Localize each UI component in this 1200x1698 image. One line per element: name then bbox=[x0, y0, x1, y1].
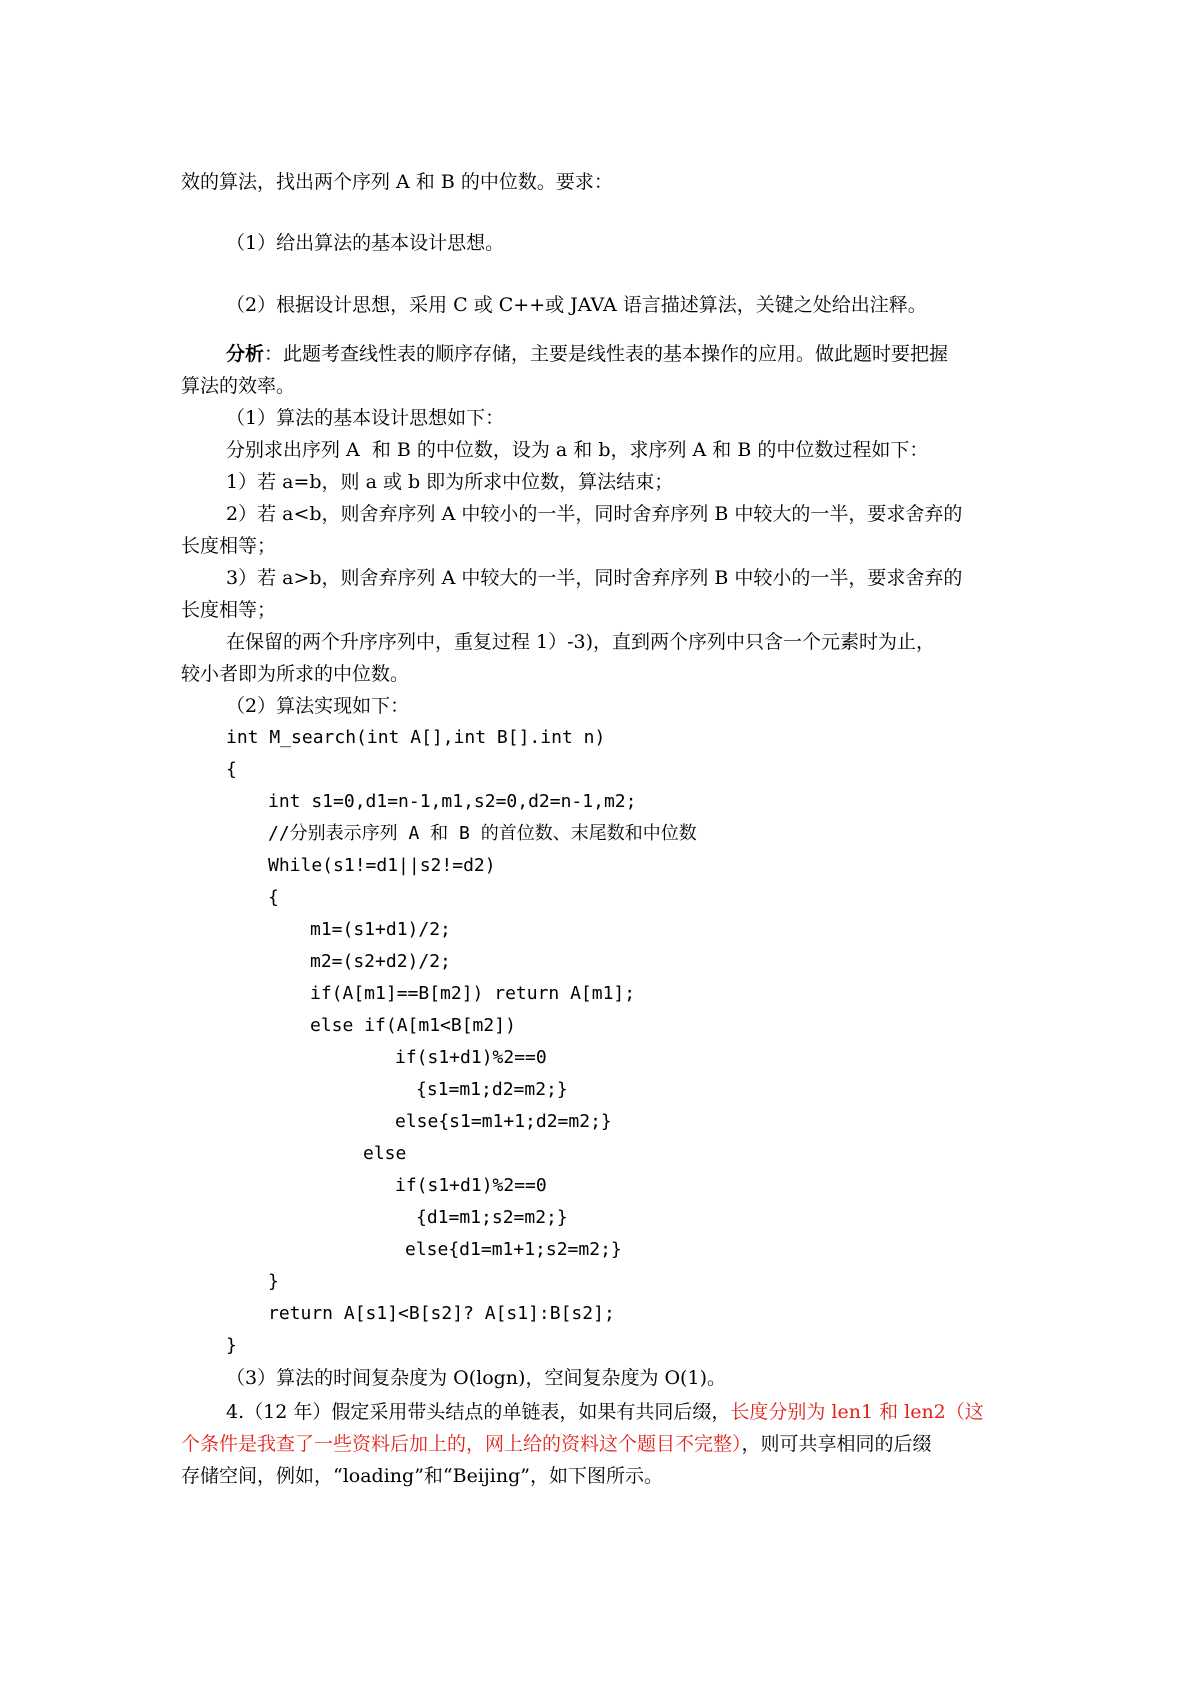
paragraph: 长度相等； bbox=[181, 599, 277, 621]
question-4-line-2 bbox=[181, 1431, 932, 1457]
paragraph: 2）若 a<b，则舍弃序列 A 中较小的一半，同时舍弃序列 B 中较大的一半，要求舍弃的 bbox=[226, 503, 963, 525]
paragraph: 长度相等； bbox=[181, 535, 277, 557]
question-4-line-1 bbox=[226, 1399, 984, 1425]
code-line: {s1=m1;d2=m2;} bbox=[416, 1079, 568, 1100]
code-line: {d1=m1;s2=m2;} bbox=[416, 1207, 568, 1228]
question-4-prefix: 4.（12 年）假定采用带头结点的单链表，如果有共同后缀， bbox=[226, 1401, 731, 1423]
code-line: if(s1+d1)%2==0 bbox=[395, 1047, 547, 1068]
complexity-line: （3）算法的时间复杂度为 O(logn)，空间复杂度为 O(1)。 bbox=[226, 1367, 726, 1389]
requirement-1: （1）给出算法的基本设计思想。 bbox=[226, 232, 505, 254]
code-line: While(s1!=d1||s2!=d2) bbox=[268, 855, 496, 876]
analysis-label: 分析 bbox=[226, 343, 265, 365]
code-line: } bbox=[226, 1335, 237, 1356]
code-line: m1=(s1+d1)/2; bbox=[310, 919, 451, 940]
code-line: if(s1+d1)%2==0 bbox=[395, 1175, 547, 1196]
code-line: if(A[m1]==B[m2]) return A[m1]; bbox=[310, 983, 636, 1004]
code-line: return A[s1]<B[s2]? A[s1]:B[s2]; bbox=[268, 1303, 615, 1324]
code-line: { bbox=[268, 887, 279, 908]
paragraph: 3）若 a>b，则舍弃序列 A 中较大的一半，同时舍弃序列 B 中较小的一半，要求舍弃的 bbox=[226, 567, 963, 589]
paragraph: 分别求出序列 A 和 B 的中位数，设为 a 和 b，求序列 A 和 B 的中位数过程如下： bbox=[226, 439, 929, 461]
step1-title: （1）算法的基本设计思想如下： bbox=[226, 407, 505, 429]
code-line: int M_search(int A[],int B[].int n) bbox=[226, 727, 606, 748]
intro-line: 效的算法，找出两个序列 A 和 B 的中位数。要求： bbox=[181, 171, 613, 193]
highlight-text: 长度分别为 len1 和 len2（这 bbox=[730, 1401, 984, 1423]
code-line: else bbox=[363, 1143, 407, 1164]
analysis-line-2: 算法的效率。 bbox=[181, 375, 296, 397]
code-line: else{d1=m1+1;s2=m2;} bbox=[405, 1239, 622, 1260]
code-line: else if(A[m1<B[m2]) bbox=[310, 1015, 516, 1036]
code-line: else{s1=m1+1;d2=m2;} bbox=[395, 1111, 612, 1132]
step2-title: （2）算法实现如下： bbox=[226, 695, 410, 717]
code-line: } bbox=[268, 1271, 279, 1292]
paragraph: 1）若 a=b，则 a 或 b 即为所求中位数，算法结束； bbox=[226, 471, 674, 493]
code-line: int s1=0,d1=n-1,m1,s2=0,d2=n-1,m2; bbox=[268, 791, 637, 812]
paragraph: 较小者即为所求的中位数。 bbox=[181, 663, 410, 685]
analysis-line-1 bbox=[226, 341, 948, 367]
code-line: { bbox=[226, 759, 237, 780]
code-line: m2=(s2+d2)/2; bbox=[310, 951, 451, 972]
paragraph: 在保留的两个升序序列中，重复过程 1）-3)，直到两个序列中只含一个元素时为止， bbox=[226, 631, 936, 653]
highlight-text: 个条件是我查了一些资料后加上的，网上给的资料这个题目不完整） bbox=[181, 1433, 742, 1455]
analysis-text: ：此题考查线性表的顺序存储，主要是线性表的基本操作的应用。做此题时要把握 bbox=[264, 343, 949, 365]
question-4-suffix: ，则可共享相同的后缀 bbox=[741, 1433, 932, 1455]
requirement-2: （2）根据设计思想，采用 C 或 C++或 JAVA 语言描述算法，关键之处给出注释。 bbox=[226, 294, 927, 316]
question-4-line-3: 存储空间，例如，“loading”和“Beijing”，如下图所示。 bbox=[181, 1465, 663, 1487]
code-comment: //分别表示序列 A 和 B 的首位数、末尾数和中位数 bbox=[268, 823, 697, 844]
